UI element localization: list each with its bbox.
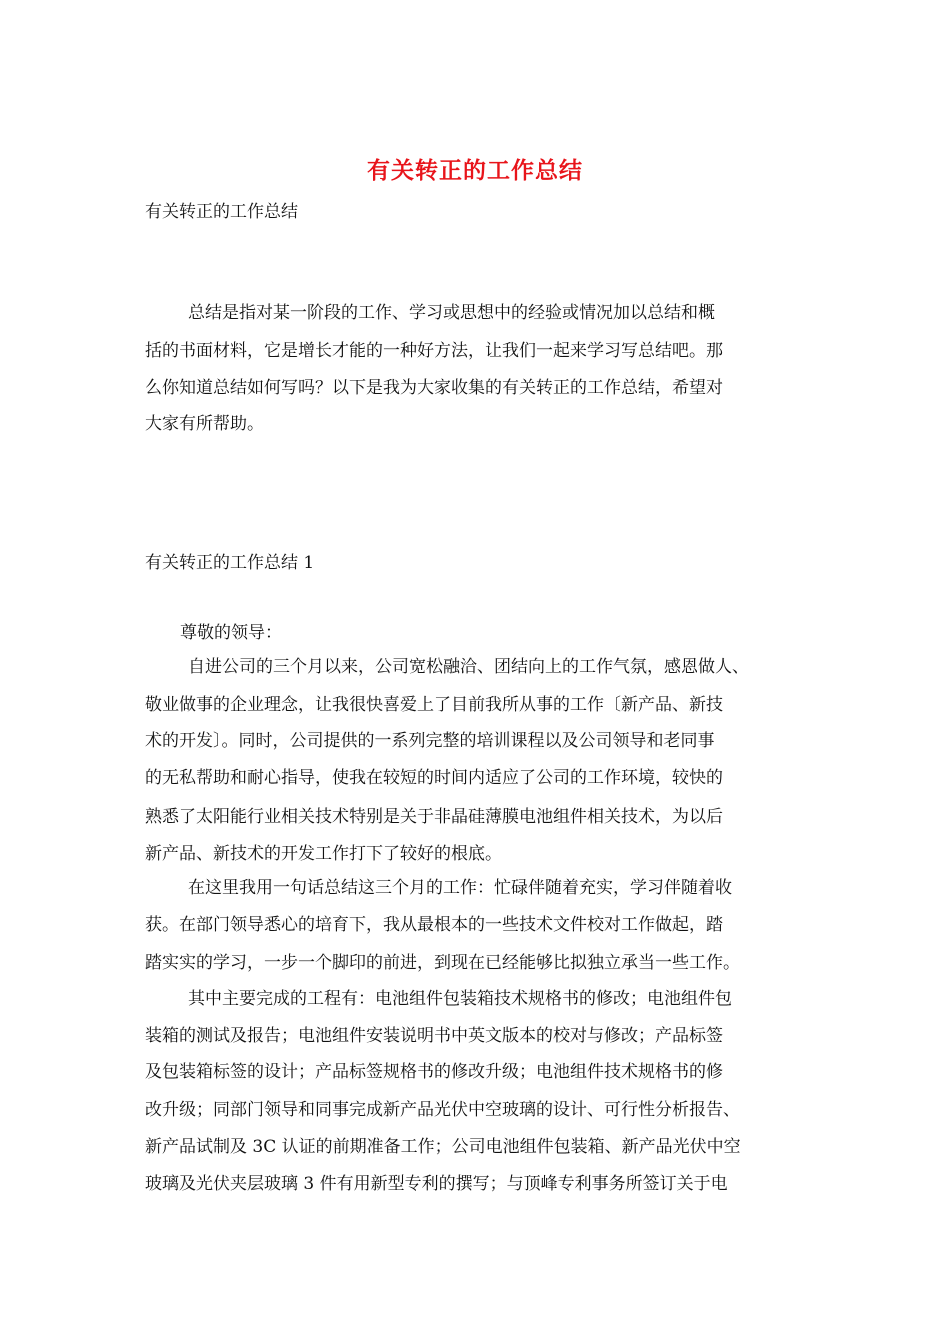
paragraph-line: 改升级；同部门领导和同事完成新产品光伏中空玻璃的设计、可行性分析报告、	[145, 1100, 740, 1120]
intro-line: 么你知道总结如何写吗？以下是我为大家收集的有关转正的工作总结，希望对	[145, 378, 723, 398]
paragraph-line: 在这里我用一句话总结这三个月的工作：忙碌伴随着充实，学习伴随着收	[188, 878, 732, 898]
paragraph-line: 玻璃及光伏夹层玻璃 3 件有用新型专利的撰写；与顶峰专利事务所签订关于电	[145, 1174, 728, 1194]
paragraph-line: 其中主要完成的工程有：电池组件包装箱技术规格书的修改；电池组件包	[188, 989, 732, 1009]
intro-line: 总结是指对某一阶段的工作、学习或思想中的经验或情况加以总结和概	[188, 303, 715, 323]
intro-line: 大家有所帮助。	[145, 414, 264, 434]
paragraph-line: 新产品试制及 3C 认证的前期准备工作；公司电池组件包装箱、新产品光伏中空	[145, 1137, 741, 1157]
document-subtitle: 有关转正的工作总结	[145, 202, 298, 222]
paragraph-line: 术的开发〕。同时，公司提供的一系列完整的培训课程以及公司领导和老同事	[145, 731, 715, 751]
paragraph-line: 获。在部门领导悉心的培育下，我从最根本的一些技术文件校对工作做起，踏	[145, 915, 723, 935]
document-title: 有关转正的工作总结	[367, 157, 583, 184]
paragraph-line: 自进公司的三个月以来，公司宽松融洽、团结向上的工作气氛，感恩做人、	[188, 657, 749, 677]
salutation: 尊敬的领导：	[180, 623, 282, 643]
paragraph-line: 踏实实的学习，一步一个脚印的前进，到现在已经能够比拟独立承当一些工作。	[145, 953, 740, 973]
paragraph-line: 敬业做事的企业理念，让我很快喜爱上了目前我所从事的工作〔新产品、新技	[145, 695, 723, 715]
paragraph-line: 及包装箱标签的设计；产品标签规格书的修改升级；电池组件技术规格书的修	[145, 1062, 723, 1082]
paragraph-line: 的无私帮助和耐心指导，使我在较短的时间内适应了公司的工作环境，较快的	[145, 768, 723, 788]
paragraph-line: 新产品、新技术的开发工作打下了较好的根底。	[145, 844, 502, 864]
paragraph-line: 装箱的测试及报告；电池组件安装说明书中英文版本的校对与修改；产品标签	[145, 1026, 723, 1046]
intro-line: 括的书面材料，它是增长才能的一种好方法，让我们一起来学习写总结吧。那	[145, 341, 723, 361]
section-heading: 有关转正的工作总结 1	[145, 553, 315, 573]
paragraph-line: 熟悉了太阳能行业相关技术特别是关于非晶硅薄膜电池组件相关技术，为以后	[145, 807, 723, 827]
